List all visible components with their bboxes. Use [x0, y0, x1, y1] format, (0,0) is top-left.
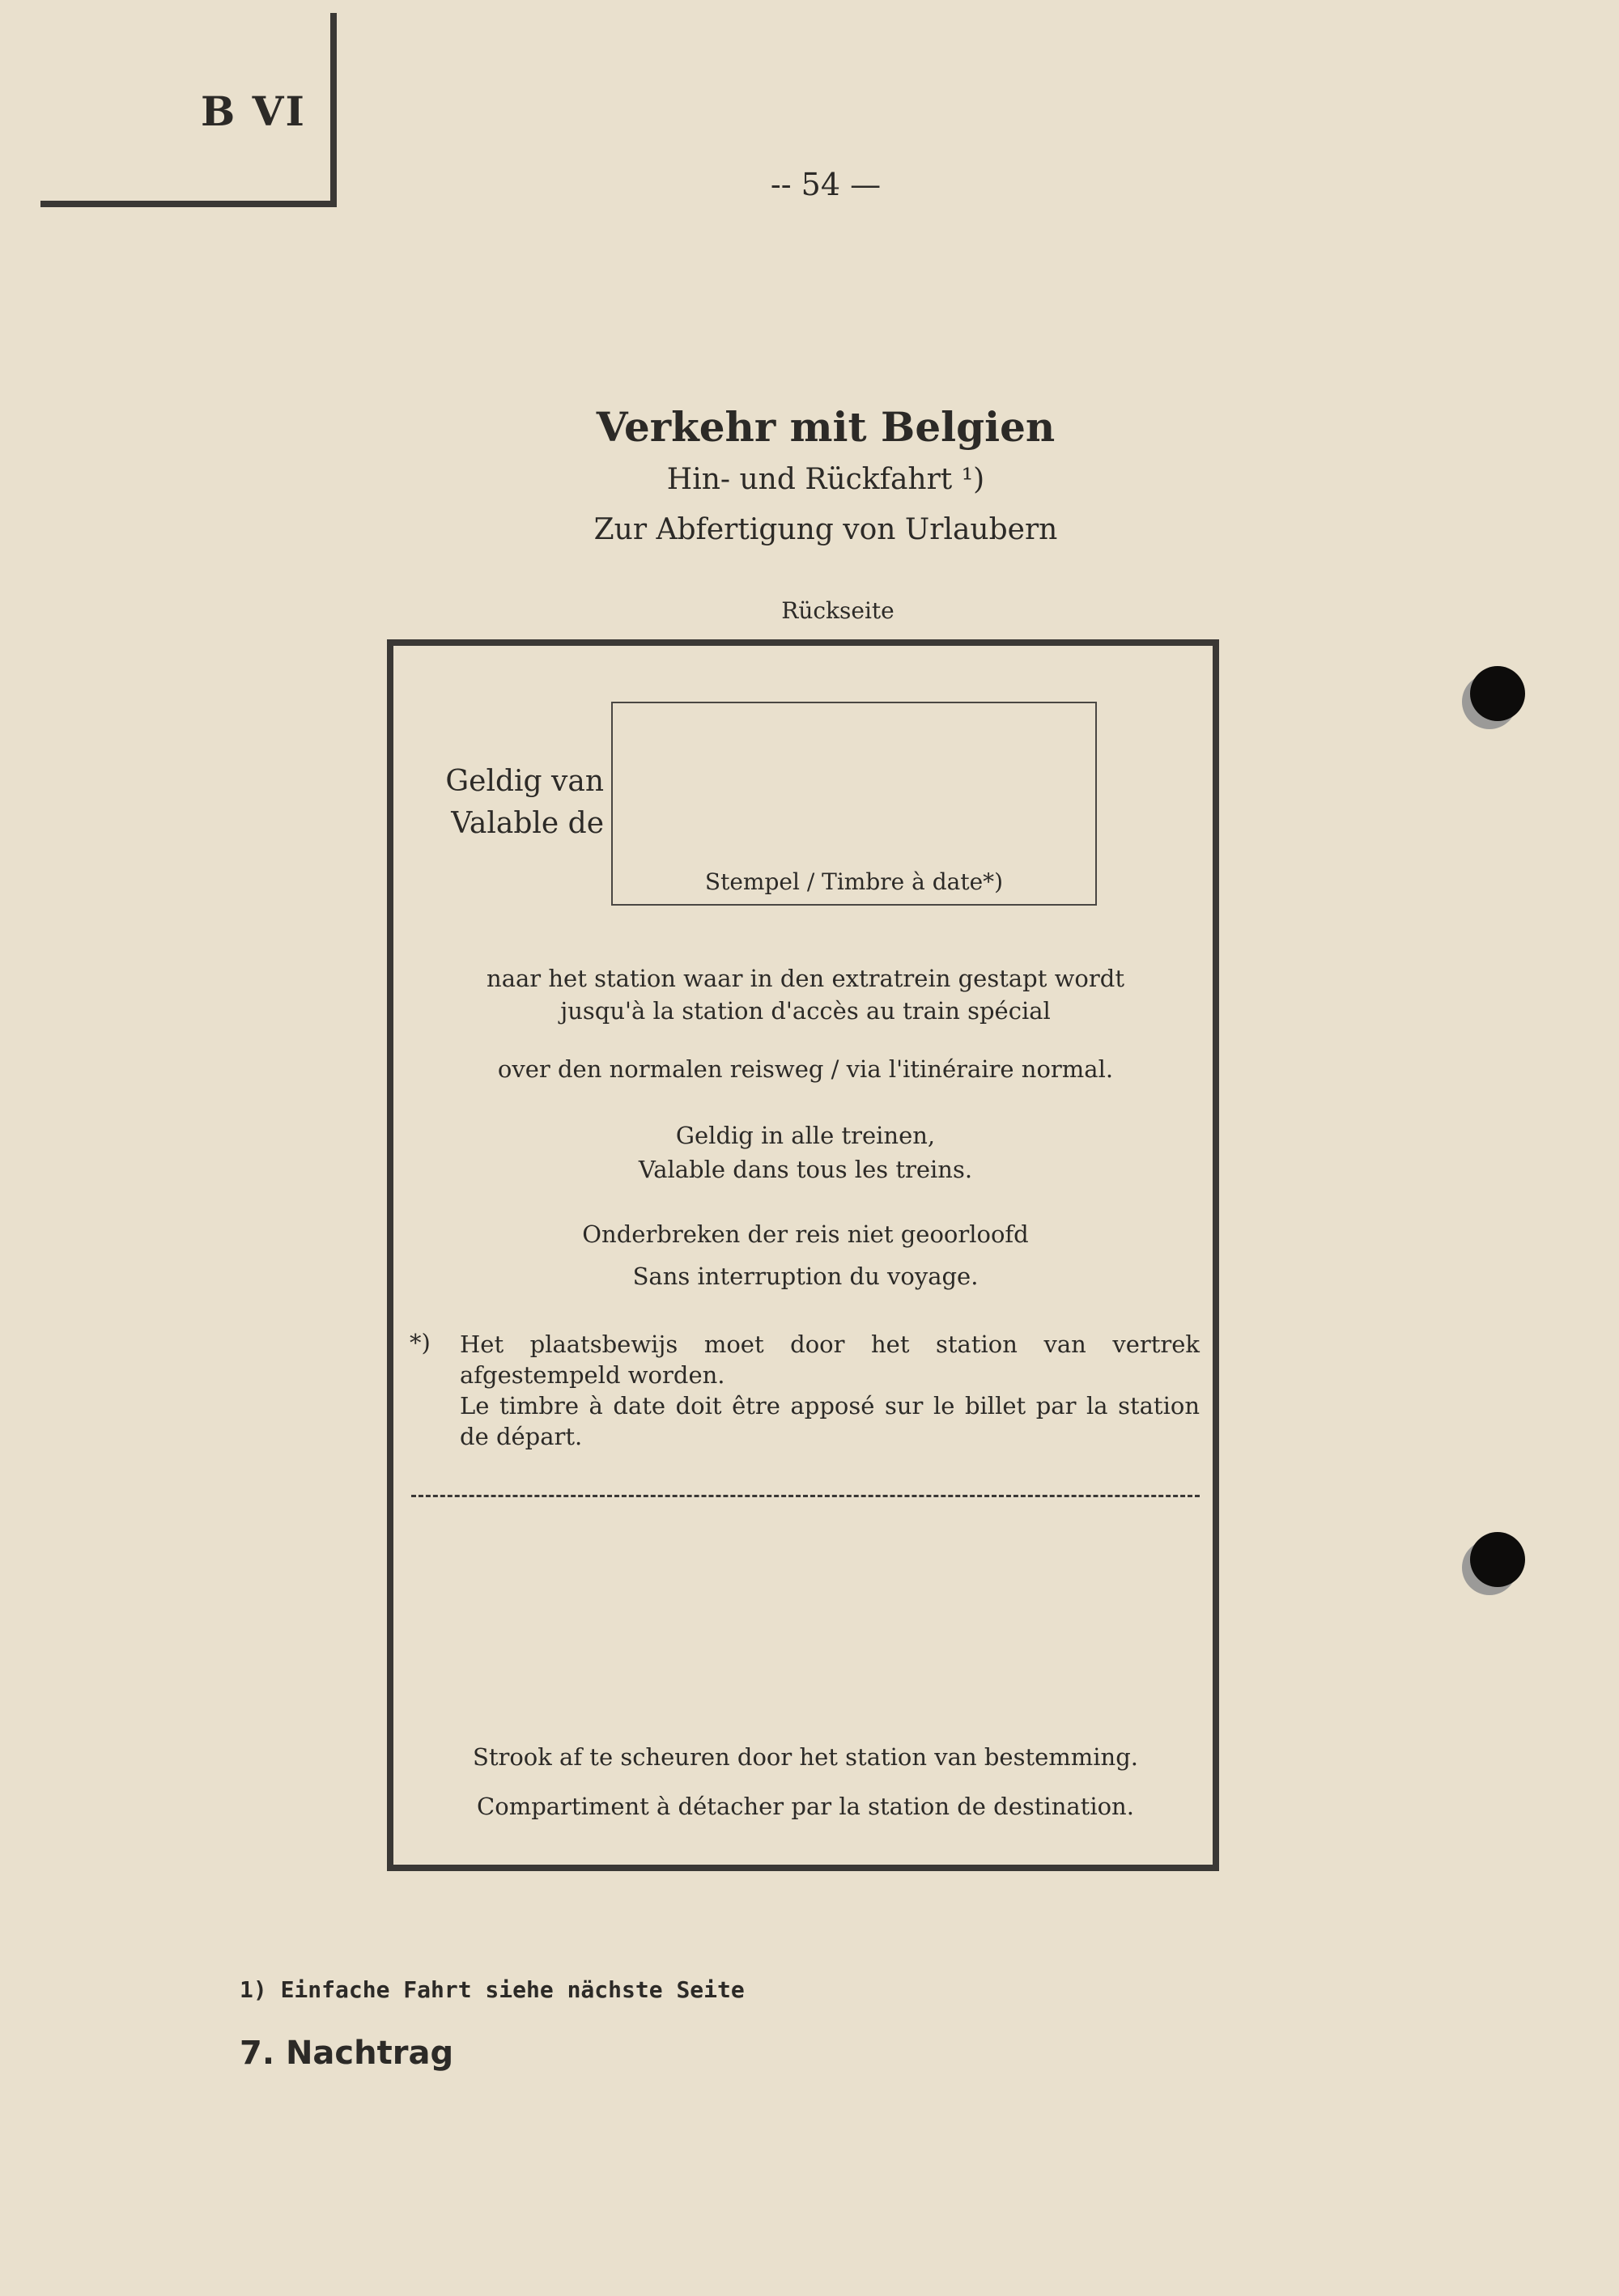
valid-from-fr: Valable de — [451, 807, 604, 840]
tear-strip-nl: Strook af te scheuren door het station van bestemming. — [472, 1743, 1139, 1771]
route-text: over den normalen reisweg / via l'itinéraire normal. — [497, 1055, 1114, 1083]
interruption-fr: Sans interruption du voyage. — [632, 1263, 979, 1290]
note-marker: *) — [410, 1329, 431, 1356]
tear-line — [411, 1495, 1200, 1497]
punch-hole-icon — [1470, 666, 1525, 721]
section-label: B VI — [201, 87, 306, 135]
stamp-caption: Stempel / Timbre à date*) — [704, 868, 1004, 895]
subtitle-trip-type: Hin- und Rückfahrt ¹) — [666, 463, 985, 496]
interruption-nl: Onderbreken der reis niet geoorloofd — [582, 1220, 1029, 1248]
stamp-note-fr: Le timbre à date doit être apposé sur le billet par la station de départ. — [460, 1392, 1200, 1450]
subtitle-purpose: Zur Abfertigung von Urlaubern — [593, 513, 1058, 546]
valid-trains-fr: Valable dans tous les treins. — [638, 1156, 973, 1183]
tear-strip-fr: Compartiment à détacher par la station de destination. — [477, 1793, 1134, 1820]
valid-trains-nl: Geldig in alle treinen, — [675, 1122, 936, 1149]
stamp-note — [460, 1329, 1200, 1452]
valid-from-label — [445, 761, 604, 845]
punch-hole-icon — [1470, 1532, 1525, 1587]
destination-text-nl: naar het station waar in den extratrein gestapt wordt — [487, 965, 1124, 992]
footnote: 1) Einfache Fahrt siehe nächste Seite — [240, 1976, 745, 2003]
supplement-label: 7. Nachtrag — [240, 2035, 454, 2072]
valid-from-nl: Geldig van — [445, 765, 604, 798]
side-label: Rückseite — [781, 597, 894, 624]
page-title: Verkehr mit Belgien — [596, 403, 1056, 451]
stamp-note-nl: Het plaatsbewijs moet door het station van vertrek afgestempeld worden. — [460, 1330, 1200, 1389]
page-number: -- 54 — — [770, 167, 882, 202]
destination-text-fr: jusqu'à la station d'accès au train spécial — [560, 997, 1051, 1025]
